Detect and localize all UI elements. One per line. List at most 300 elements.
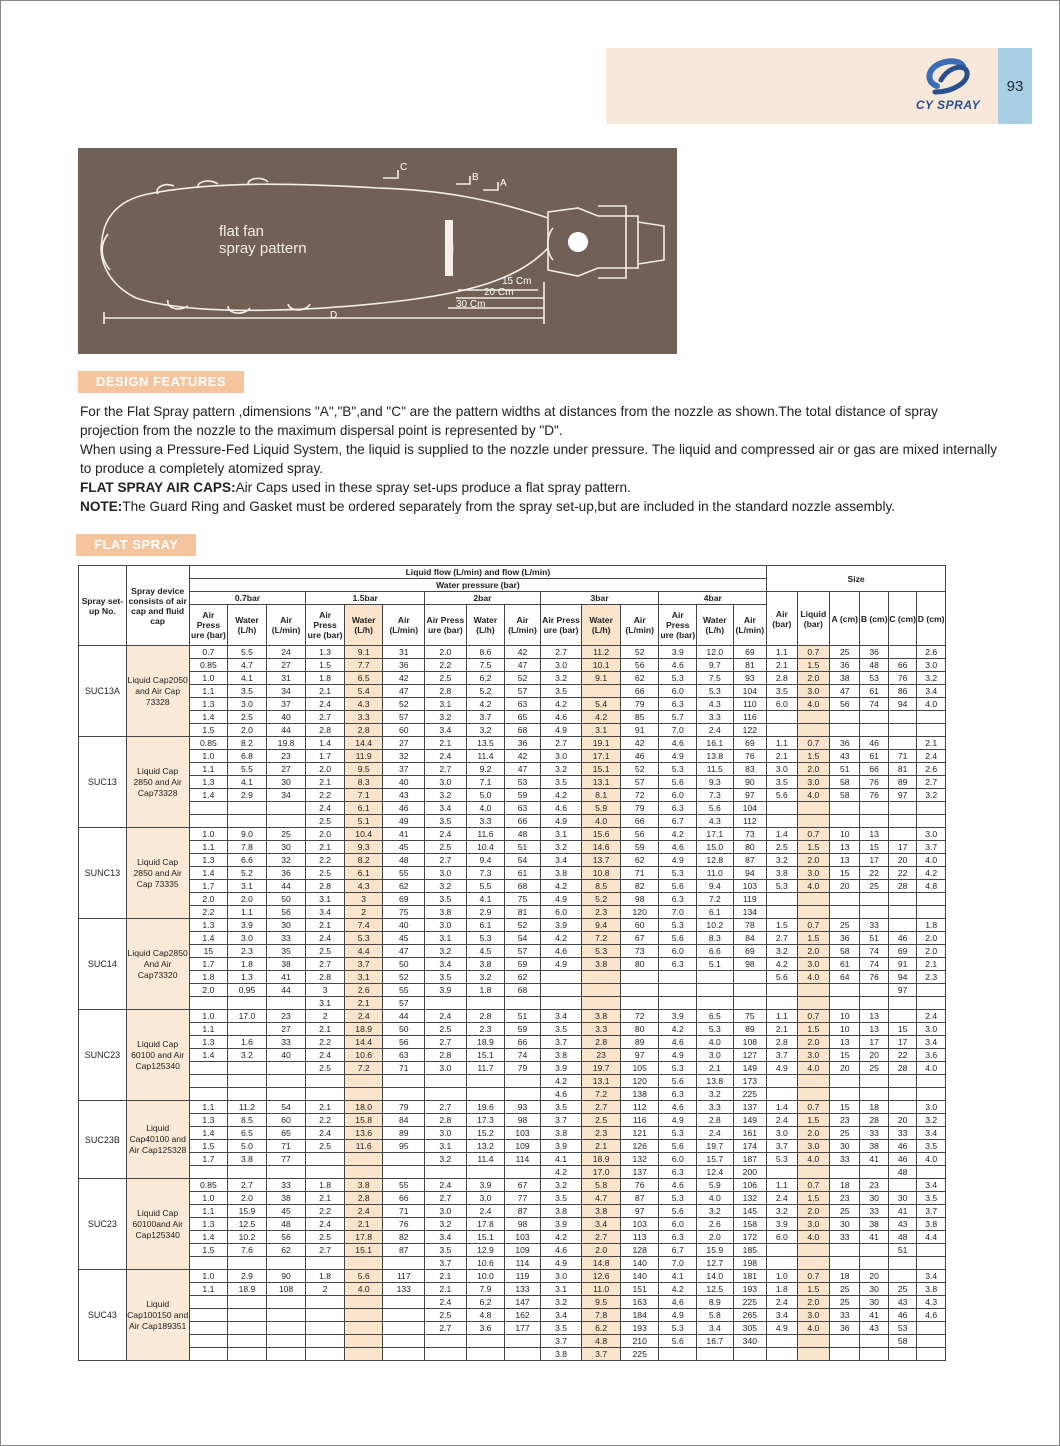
table-cell: 97 [888,789,916,802]
table-cell: 14.6 [582,841,621,854]
table-cell: 9.5 [344,763,383,776]
design-para-4 [80,497,1000,516]
design-para-3 [80,478,1000,497]
table-cell: 10.4 [344,828,383,841]
table-row [79,932,946,945]
table-cell: 1.5 [797,1023,829,1036]
table-cell: 3.8 [540,1127,582,1140]
table-cell: 13.8 [697,750,734,763]
table-cell: 3.5 [540,1192,582,1205]
table-cell [659,984,697,997]
table-row [79,1192,946,1205]
table-cell: 89 [733,1023,767,1036]
table-cell: 97 [620,1205,659,1218]
table-cell: 3.2 [697,1205,734,1218]
table-cell [767,1244,797,1257]
table-cell: 93 [733,672,767,685]
table-cell: 2.0 [917,945,946,958]
table-cell: 7.8 [582,1309,621,1322]
table-cell: 4.3 [917,1296,946,1309]
table-cell: 31 [383,646,425,659]
table-cell [860,1088,888,1101]
table-cell: 149 [733,1114,767,1127]
table-cell [306,1257,345,1270]
table-cell: 11.9 [344,750,383,763]
table-cell: 36 [830,659,860,672]
table-cell [767,1335,797,1348]
table-cell: 16.7 [697,1335,734,1348]
table-cell: 43 [383,789,425,802]
table-cell: 177 [505,1322,541,1335]
table-cell: 2.1 [767,659,797,672]
spray-pattern-diagram [78,148,677,354]
table-cell: 17.1 [697,828,734,841]
table-cell: 108 [266,1283,306,1296]
table-cell: 6.3 [659,1088,697,1101]
table-cell: 2.5 [228,711,267,724]
table-cell: 33 [830,1231,860,1244]
table-cell: 28 [888,880,916,893]
size-col-2: A (cm) [830,592,860,646]
table-cell: 2.1 [306,1101,345,1114]
table-cell: 1.3 [189,1114,228,1127]
table-cell [189,1296,228,1309]
table-cell [466,1088,505,1101]
table-cell: 3.5 [767,776,797,789]
table-cell: 41 [860,1153,888,1166]
table-cell: 2.4 [344,1010,383,1023]
table-cell [266,1348,306,1361]
table-cell: 0.7 [797,737,829,750]
table-cell: 3.4 [425,958,467,971]
table-cell: 3.0 [797,1218,829,1231]
table-cell: 109 [505,1244,541,1257]
table-cell: 9.3 [344,841,383,854]
table-cell: 1.0 [767,1270,797,1283]
table-cell: 9.1 [582,672,621,685]
table-cell: 46 [888,1140,916,1153]
table-cell: 3.9 [228,919,267,932]
table-cell: 47 [383,945,425,958]
table-cell [888,802,916,815]
table-cell: 10.0 [466,1270,505,1283]
table-cell: 45 [383,932,425,945]
table-cell: 1.3 [189,1218,228,1231]
table-cell [540,971,582,984]
table-cell: 3.2 [425,880,467,893]
table-cell: 41 [266,971,306,984]
table-cell: 74 [860,698,888,711]
table-row [79,1309,946,1322]
table-cell: 1.4 [189,1127,228,1140]
table-cell: 13.8 [697,1075,734,1088]
table-cell [917,1088,946,1101]
table-cell: 2.3 [917,971,946,984]
table-cell: 2.4 [767,1296,797,1309]
table-cell: 1.6 [228,1036,267,1049]
table-cell: 69 [733,646,767,659]
sub-3-2: Air (L/min) [620,605,659,646]
table-cell: 2.7 [767,932,797,945]
table-cell [344,1296,383,1309]
table-row [79,1270,946,1283]
table-cell: 15.9 [228,1205,267,1218]
table-cell [189,815,228,828]
table-cell: 2.0 [582,1244,621,1257]
table-cell [860,1257,888,1270]
table-cell: 3.2 [540,1179,582,1192]
table-cell: 2.8 [344,1192,383,1205]
table-cell: 10 [830,1010,860,1023]
table-cell: 33 [266,1036,306,1049]
table-cell [505,1335,541,1348]
table-cell: 3.2 [540,841,582,854]
table-cell: 3.1 [344,971,383,984]
table-cell: 82 [620,880,659,893]
table-cell [383,1088,425,1101]
table-cell: 5.6 [659,776,697,789]
table-cell: 1.8 [767,1283,797,1296]
table-cell: 22 [888,1049,916,1062]
table-cell [767,1348,797,1361]
table-cell: 1.0 [189,828,228,841]
table-cell: 52 [383,698,425,711]
device-desc: Liquid Cap 2850 and Air Cap73328 [126,737,189,828]
table-cell: 36 [860,646,888,659]
table-cell: 45 [383,841,425,854]
table-cell: 147 [505,1296,541,1309]
table-cell: 3.5 [425,971,467,984]
table-cell: 149 [733,1062,767,1075]
table-row [79,1036,946,1049]
table-cell [383,1309,425,1322]
table-cell: 1.5 [797,932,829,945]
dim-tag-d: D [330,310,338,321]
table-cell: 47 [383,685,425,698]
table-cell [228,1296,267,1309]
table-cell: 2.8 [344,724,383,737]
dim-tag-c: C [400,162,408,173]
table-cell [306,1153,345,1166]
table-cell: 3.0 [425,1062,467,1075]
table-cell: 2.4 [306,1049,345,1062]
table-cell: 5.8 [697,1309,734,1322]
table-cell: 51 [505,1010,541,1023]
table-cell: 2.7 [540,646,582,659]
table-cell [383,1153,425,1166]
table-cell: 2.0 [797,763,829,776]
table-cell [466,1075,505,1088]
table-cell: 25 [830,1127,860,1140]
table-row [79,1283,946,1296]
table-cell: 5.7 [659,711,697,724]
table-cell: 49 [383,815,425,828]
table-cell: 7.5 [466,659,505,672]
pressure-group-row [79,592,946,605]
table-cell: 2.0 [228,724,267,737]
table-cell: 2.7 [425,1101,467,1114]
table-cell: 2 [306,1283,345,1296]
table-row [79,789,946,802]
table-cell: 4.6 [917,1309,946,1322]
table-cell: 40 [266,1049,306,1062]
table-cell [228,1023,267,1036]
table-row [79,997,946,1010]
table-cell [888,828,916,841]
table-cell: 4.4 [344,945,383,958]
table-cell: 4.2 [466,698,505,711]
table-cell: 9.3 [697,776,734,789]
table-cell: 71 [888,750,916,763]
table-cell: 11.2 [228,1101,267,1114]
table-cell: 10.2 [228,1231,267,1244]
table-cell [888,893,916,906]
table-cell: 1.7 [189,958,228,971]
table-cell: 61 [860,750,888,763]
table-cell: 50 [383,958,425,971]
table-cell: 6.5 [228,1127,267,1140]
table-cell: 4.9 [659,1114,697,1127]
table-cell: 1.5 [306,659,345,672]
pressure-0-header: 0.7bar [189,592,306,605]
table-cell [797,1088,829,1101]
table-cell: 193 [733,1283,767,1296]
table-cell: 47 [830,685,860,698]
table-cell: 13.5 [466,737,505,750]
table-cell: 2.5 [767,841,797,854]
table-cell: 65 [505,711,541,724]
table-cell [228,1257,267,1270]
table-row [79,1231,946,1244]
table-cell: 46 [383,802,425,815]
table-cell [797,815,829,828]
table-row [79,1166,946,1179]
table-cell: 32 [383,750,425,763]
table-cell [189,802,228,815]
table-cell: 2.8 [425,1049,467,1062]
table-cell: 1.4 [189,1049,228,1062]
table-cell: 51 [830,763,860,776]
table-cell [888,1075,916,1088]
table-cell: 15.8 [344,1114,383,1127]
table-cell: 57 [383,711,425,724]
sub-3-1: Water (L/h) [582,605,621,646]
table-cell: 4.6 [540,802,582,815]
table-cell: 1.8 [466,984,505,997]
table-cell: 42 [505,750,541,763]
table-cell [830,906,860,919]
table-cell: 2.4 [344,1205,383,1218]
table-cell: 2.2 [306,789,345,802]
table-cell: 1.1 [189,763,228,776]
table-row [79,776,946,789]
table-cell: 3.4 [917,1270,946,1283]
table-cell: 11.4 [466,1153,505,1166]
table-cell: 3.5 [425,1244,467,1257]
table-cell: 3.8 [917,1283,946,1296]
sub-1-0: Air Press ure (bar) [306,605,345,646]
table-cell: 2.4 [306,1127,345,1140]
sub-4-1: Water (L/h) [697,605,734,646]
table-cell: 15 [860,841,888,854]
table-cell [189,1062,228,1075]
table-cell: 76 [383,1218,425,1231]
table-cell: 98 [620,893,659,906]
table-cell: 7.2 [582,1088,621,1101]
table-cell: 3.0 [425,776,467,789]
table-cell: 2.4 [306,698,345,711]
table-row [79,1140,946,1153]
table-cell [860,1166,888,1179]
table-cell: 1.3 [189,698,228,711]
table-cell: 25 [830,646,860,659]
table-cell: 76 [620,1179,659,1192]
table-cell: 8.3 [344,776,383,789]
table-cell [266,802,306,815]
table-cell: 59 [505,1023,541,1036]
table-cell: 60 [383,724,425,737]
table-cell: 89 [620,1036,659,1049]
table-cell: 5.6 [659,932,697,945]
table-cell: 5.6 [697,802,734,815]
table-cell: 4.6 [659,737,697,750]
table-cell: 0.95 [228,984,267,997]
table-cell: 94 [888,698,916,711]
table-cell: 1.7 [189,1153,228,1166]
device-desc: Liquid Cap2850 And Air Cap73320 [126,919,189,1010]
table-cell: 2 [306,1010,345,1023]
sub-1-1: Water (L/h) [344,605,383,646]
table-cell: 4.6 [659,1296,697,1309]
table-cell: 25 [830,1205,860,1218]
table-cell: 28 [860,1114,888,1127]
table-cell: 3.2 [425,945,467,958]
table-cell [383,1335,425,1348]
table-cell: 3.8 [540,1348,582,1361]
table-cell: 2.0 [797,945,829,958]
table-cell: 3.9 [540,1218,582,1231]
table-cell: 105 [620,1062,659,1075]
table-cell [917,724,946,737]
sub-2-0: Air Press ure (bar) [425,605,467,646]
table-cell: 1.4 [189,867,228,880]
table-cell: 3.9 [659,646,697,659]
table-cell: 2.7 [425,763,467,776]
table-cell [917,997,946,1010]
table-cell: 0.85 [189,1179,228,1192]
table-cell: 0.7 [189,646,228,659]
table-cell [767,724,797,737]
table-cell: 2.1 [425,1270,467,1283]
table-cell: 0.7 [797,1179,829,1192]
device-desc: Liquid Cap 60100 and Air Cap125340 [126,1010,189,1101]
table-cell: 5.5 [228,763,267,776]
table-cell: 69 [733,737,767,750]
table-cell: 8.1 [582,789,621,802]
table-cell [697,971,734,984]
table-cell [733,997,767,1010]
table-cell: 114 [505,1257,541,1270]
table-cell: 5.6 [659,1205,697,1218]
table-cell: 4.8 [582,1335,621,1348]
table-cell: 44 [266,724,306,737]
table-cell: 1.8 [917,919,946,932]
table-cell: 37 [266,698,306,711]
table-cell: 110 [733,698,767,711]
table-cell: 25 [830,1296,860,1309]
table-cell [266,1322,306,1335]
table-cell [917,1348,946,1361]
table-cell: 6.7 [659,1244,697,1257]
table-cell: 3.4 [917,685,946,698]
col-device-header: Spray device consists of air cap and fluid cap [126,566,189,646]
table-cell: 17.8 [344,1231,383,1244]
table-cell: 2.3 [582,1127,621,1140]
table-cell: 0.7 [797,919,829,932]
table-cell: 3.7 [767,1140,797,1153]
table-cell: 37 [383,763,425,776]
table-cell: 3.8 [540,1205,582,1218]
table-row [79,919,946,932]
table-cell [860,1075,888,1088]
table-cell: 4.9 [540,893,582,906]
table-cell: 15 [830,1101,860,1114]
table-cell: 97 [733,789,767,802]
table-cell: 5.3 [659,1192,697,1205]
table-cell: 2.1 [767,750,797,763]
air-caps-text: Air Caps used in these spray set-ups produce a flat spray pattern. [235,480,631,495]
table-cell [228,1335,267,1348]
table-cell: 1.3 [189,1036,228,1049]
sub-2-2: Air (L/min) [505,605,541,646]
table-cell: 1.1 [767,1179,797,1192]
table-cell: 3.8 [540,867,582,880]
table-cell: 23 [860,1179,888,1192]
table-cell: 15.1 [466,1231,505,1244]
table-cell: 3.2 [917,672,946,685]
table-cell: 36 [266,867,306,880]
table-cell: 2.8 [306,724,345,737]
table-cell: 41 [860,1309,888,1322]
table-cell: 3.0 [466,1192,505,1205]
table-cell: 87 [620,1192,659,1205]
table-cell [228,1348,267,1361]
table-cell: 42 [620,737,659,750]
table-cell: 2.6 [697,1218,734,1231]
table-cell: 3.0 [917,1023,946,1036]
table-cell: 23 [582,1049,621,1062]
table-cell: 71 [383,1205,425,1218]
table-cell: 47 [505,659,541,672]
table-cell: 4.9 [659,854,697,867]
table-cell: 1.1 [767,1010,797,1023]
table-row [79,828,946,841]
table-cell [767,997,797,1010]
table-cell [797,1244,829,1257]
table-cell: 5.3 [659,1062,697,1075]
table-cell: 35 [266,945,306,958]
table-cell: 18.9 [582,1153,621,1166]
table-cell: 3.9 [540,1062,582,1075]
table-cell: 2.4 [917,750,946,763]
table-cell: 4.2 [540,1075,582,1088]
table-cell: 80 [733,841,767,854]
table-cell: 3 [306,984,345,997]
table-cell: 13 [860,1010,888,1023]
sub-4-2: Air (L/min) [733,605,767,646]
table-cell: 120 [620,906,659,919]
table-cell: 42 [505,646,541,659]
